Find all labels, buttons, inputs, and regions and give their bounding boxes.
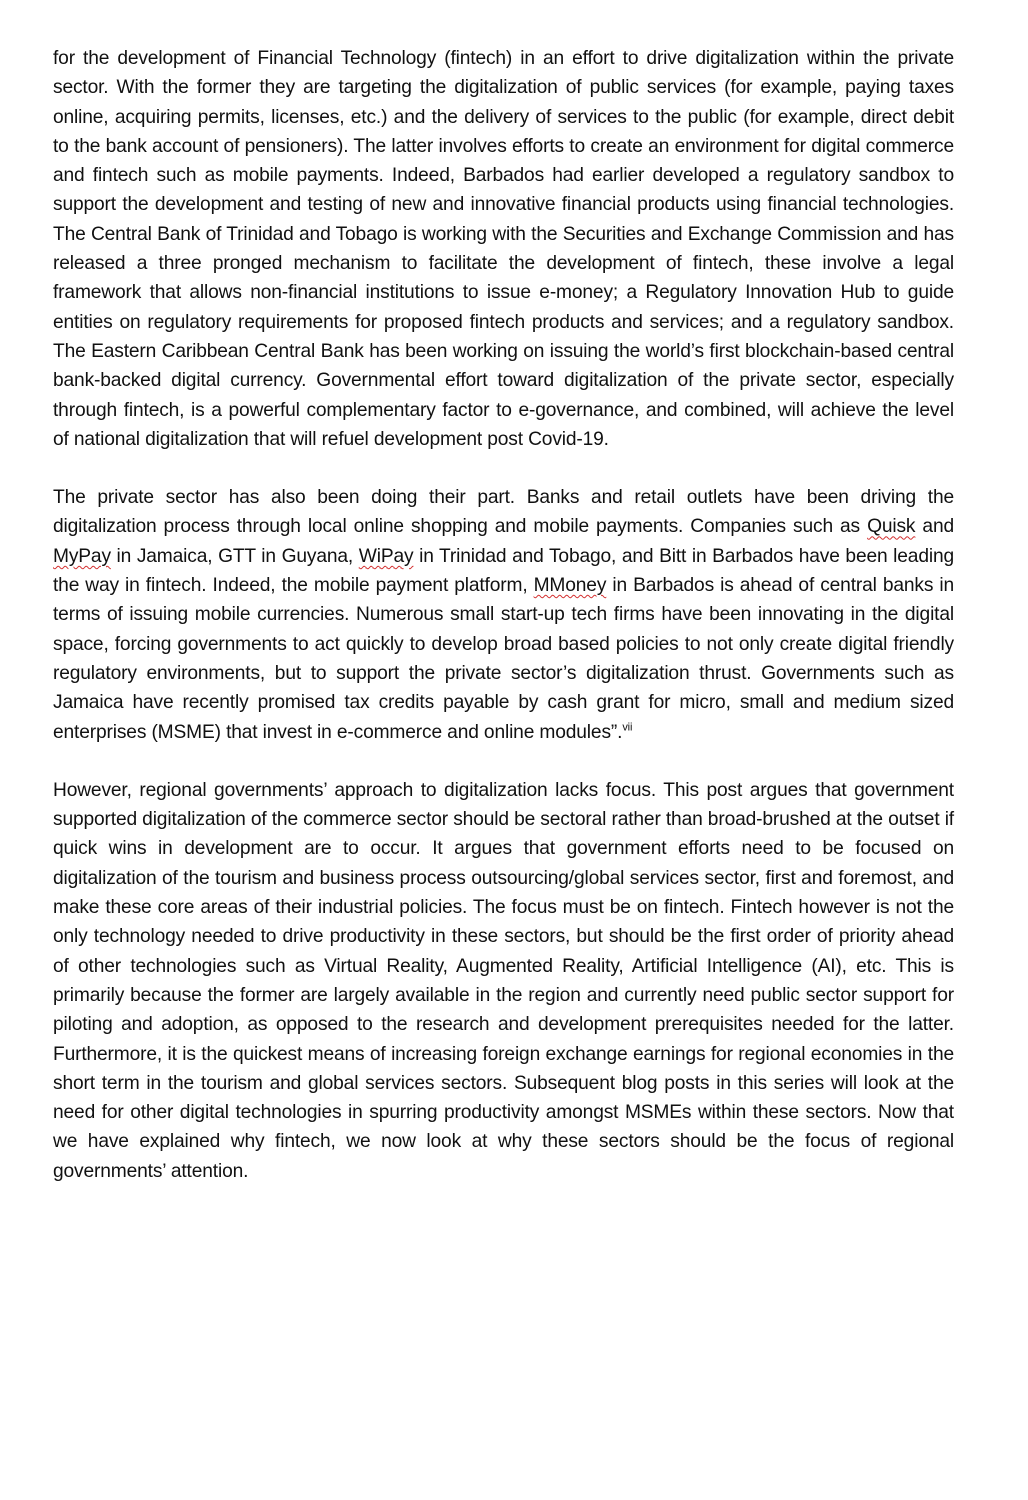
paragraph-text-segment: in Jamaica, GTT in Guyana, [110,545,359,567]
spellcheck-flagged-word-mmoney[interactable]: MMoney [533,575,607,597]
spellcheck-flagged-word-mypay[interactable]: MyPay [53,545,111,567]
paragraph-text-segment: in Trinidad and Tobago, and Bitt in Barbados have been leading the way in fintech. Indeed, the mobile payment platform, [53,545,954,597]
paragraph-text-segment: in Barbados is ahead of central banks in terms of issuing mobile currencies. Numerous small start-up tech firms have been innovating in the digital space, forcing governments to act quickly to develop broad based policies to not only create digital friendly regulatory environments, but to support the private sector’s digitalization thrust. Governments such as Jamaica have recently promised tax credits payable by cash grant for micro, small and medium sized enterprises (MSME) that invest in e-commerce and online modules”. [53,575,955,743]
footnote-marker[interactable]: vii [622,721,633,734]
document-page [53,44,954,1215]
paragraph-text-segment: The private sector has also been doing their part. Banks and retail outlets have been driving the digitalization process through local online shopping and mobile payments. Companies such as [53,487,954,538]
spellcheck-flagged-word-wipay[interactable]: WiPay [358,545,414,567]
paragraph-text-segment: and [915,516,954,538]
spellcheck-flagged-word-quisk[interactable]: Quisk [867,516,916,538]
paragraph-fintech-policy: for the development of Financial Technology (fintech) in an effort to drive digitalization within the private sector. With the former they are targeting the digitalization of public services (for example, paying taxes online, acquiring permits, licenses, etc.) and the delivery of services to the public (for example, direct debit to the bank account of pensioners). The latter involves efforts to create an environment for digital commerce and fintech such as mobile payments. Indeed, Barbados had earlier developed a regulatory sandbox to support the development and testing of new and innovative financial products using financial technologies. The Central Bank of Trinidad and Tobago is working with the Securities and Exchange Commission and has released a three pronged mechanism to facilitate the development of fintech, these involve a legal framework that allows non-financial institutions to issue e-money; a Regulatory Innovation Hub to guide entities on regulatory requirements for proposed fintech products and services; and a regulatory sandbox. The Eastern Caribbean Central Bank has been working on issuing the world’s first blockchain-based central bank-backed digital currency. Governmental effort toward digitalization of the private sector, especially through fintech, is a powerful complementary factor to e-governance, and combined, will achieve the level of national digitalization that will refuel development post Covid-19. [53,48,954,450]
paragraph-sectoral-focus: However, regional governments’ approach to digitalization lacks focus. This post argues that government supported digitalization of the commerce sector should be sectoral rather than broad-brushed at the outset if quick wins in development are to occur. It argues that government efforts need to be focused on digitalization of the tourism and business process outsourcing/global services sector, first and foremost, and make these core areas of their industrial policies. The focus must be on fintech. Fintech however is not the only technology needed to drive productivity in these sectors, but should be the first order of priority ahead of other technologies such as Virtual Reality, Augmented Reality, Artificial Intelligence (AI), etc. This is primarily because the former are largely available in the region and currently need public sector support for piloting and adoption, as opposed to the research and development prerequisites needed for the latter. Furthermore, it is the quickest means of increasing foreign exchange earnings for regional economies in the short term in the tourism and global services sectors. Subsequent blog posts in this series will look at the need for other digital technologies in spurring productivity amongst MSMEs within these sectors. Now that we have explained why fintech, we now look at why these sectors should be the focus of regional governments’ attention. [53,779,954,1182]
paragraph-private-sector [53,483,954,747]
